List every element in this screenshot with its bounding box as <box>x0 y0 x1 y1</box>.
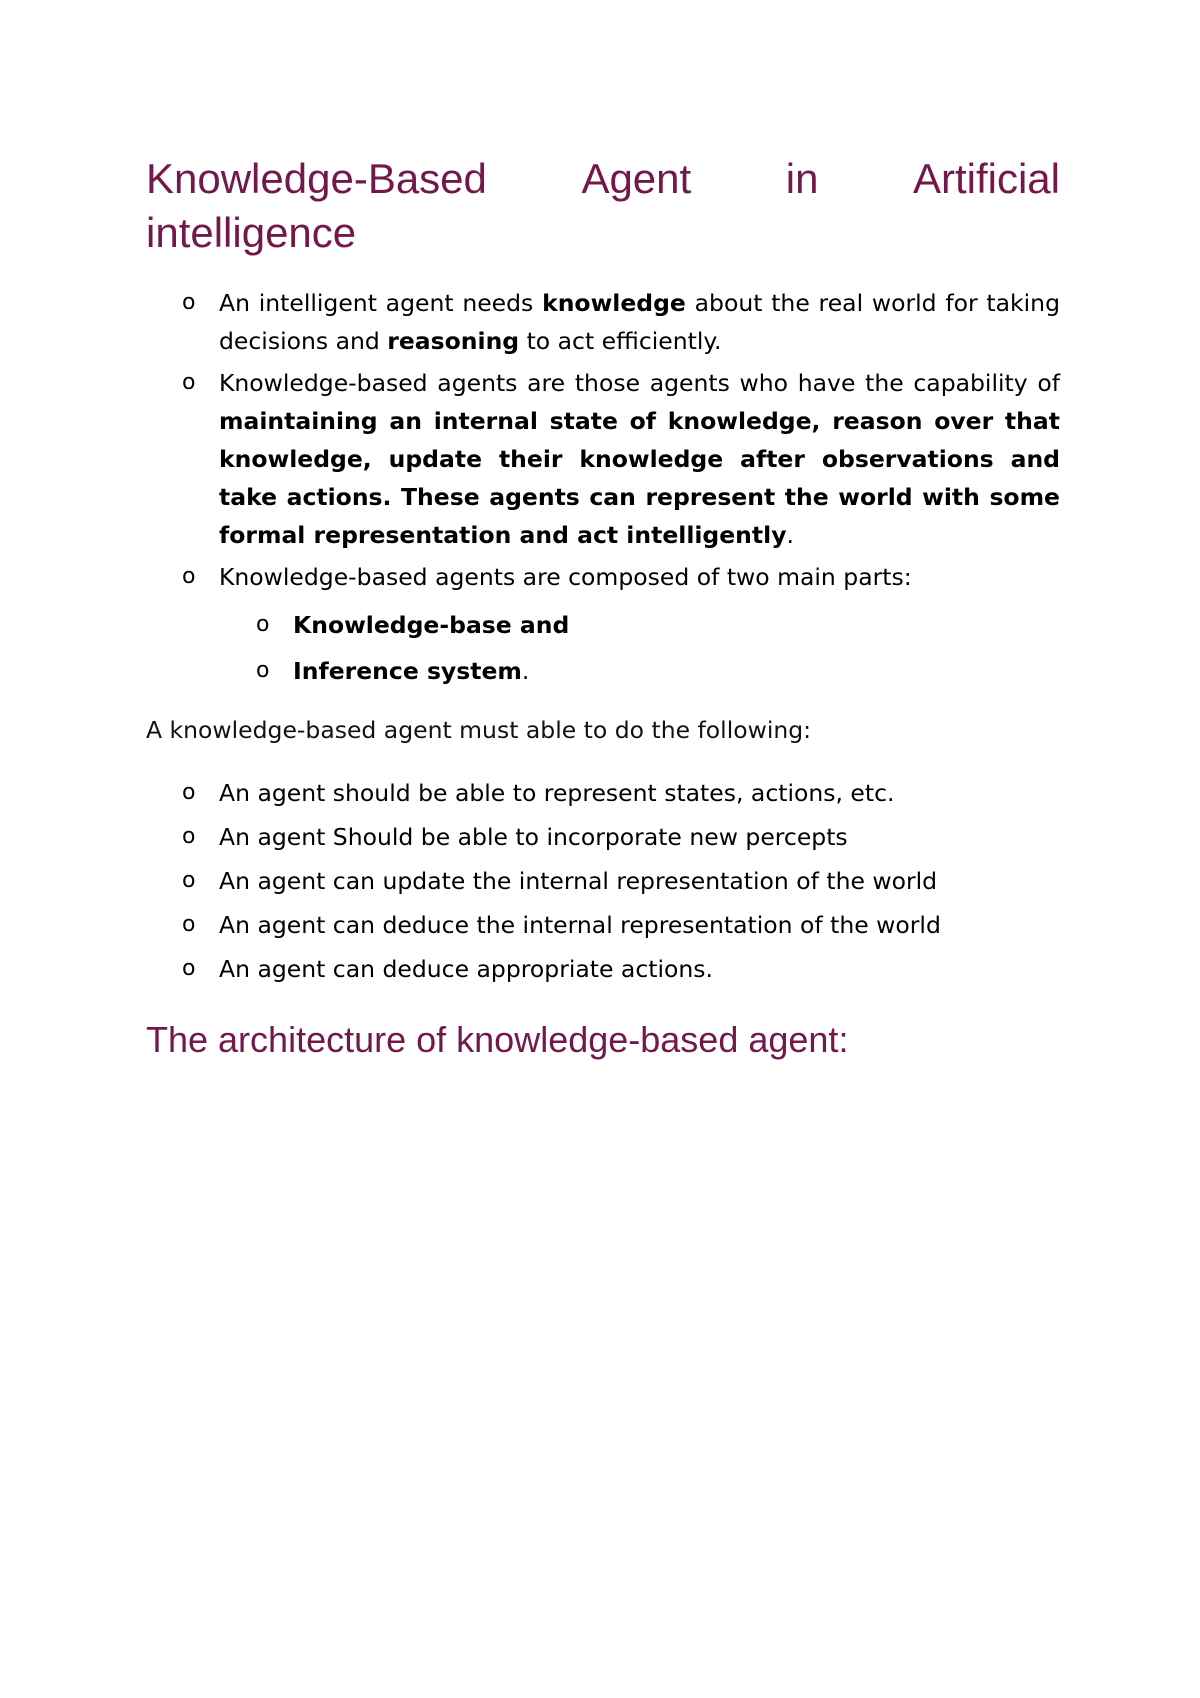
bullet-marker: o <box>256 612 270 637</box>
item-text: about the real world for taking decisions and <box>219 289 1060 355</box>
abilities-bullet-list <box>182 776 1060 996</box>
title-word: Artificial <box>912 155 1060 202</box>
list-item <box>182 908 1060 942</box>
list-item <box>182 820 1060 854</box>
bold-term: knowledge <box>542 289 686 317</box>
list-item <box>182 364 1060 554</box>
bullet-marker: o <box>182 824 196 849</box>
bullet-marker: o <box>182 912 196 937</box>
bullet-marker: o <box>256 658 270 683</box>
bold-term: Inference system <box>293 657 522 685</box>
item-text: An agent can deduce the internal representation of the world <box>219 911 941 939</box>
list-item <box>182 558 1060 596</box>
bold-term: reasoning <box>387 327 520 355</box>
list-item <box>182 864 1060 898</box>
title-word: Knowledge-Based <box>146 155 487 202</box>
title-line-2: intelligence <box>146 209 357 256</box>
list-item <box>256 652 993 690</box>
item-text: . <box>786 521 795 549</box>
bullet-marker: o <box>182 370 196 395</box>
item-text: to act efficiently. <box>519 327 722 355</box>
page-title <box>146 152 1060 260</box>
bold-term: Knowledge-base and <box>293 611 570 639</box>
bold-term: maintaining an internal state of knowledge, reason over that knowledge, update their knowledge after observations and take actions. These agents can represent the world with some formal representation and act intelligently <box>219 407 1060 549</box>
title-line-1 <box>146 152 1060 206</box>
item-text: An agent should be able to represent states, actions, etc. <box>219 779 895 807</box>
bullet-marker: o <box>182 564 196 589</box>
parts-sub-list <box>256 606 993 698</box>
list-item <box>256 606 993 644</box>
item-text: An agent Should be able to incorporate new percepts <box>219 823 848 851</box>
bullet-marker: o <box>182 780 196 805</box>
title-word: in <box>785 155 819 202</box>
item-text: An agent can update the internal representation of the world <box>219 867 938 895</box>
item-text: Knowledge-based agents are composed of two main parts: <box>219 563 912 591</box>
item-text: Knowledge-based agents are those agents who have the capability of <box>219 369 1060 397</box>
list-item <box>182 284 1060 360</box>
item-text: . <box>521 657 530 685</box>
intro-paragraph: A knowledge-based agent must able to do the following: <box>146 716 812 744</box>
bullet-marker: o <box>182 868 196 893</box>
intro-bullet-list <box>182 284 1060 596</box>
title-word: Agent <box>581 155 692 202</box>
list-item <box>182 776 1060 810</box>
bullet-marker: o <box>182 290 196 315</box>
item-text: An agent can deduce appropriate actions. <box>219 955 713 983</box>
item-text: An intelligent agent needs <box>219 289 543 317</box>
bullet-marker: o <box>182 956 196 981</box>
section-heading: The architecture of knowledge-based agent: <box>146 1019 849 1060</box>
list-item <box>182 952 1060 986</box>
